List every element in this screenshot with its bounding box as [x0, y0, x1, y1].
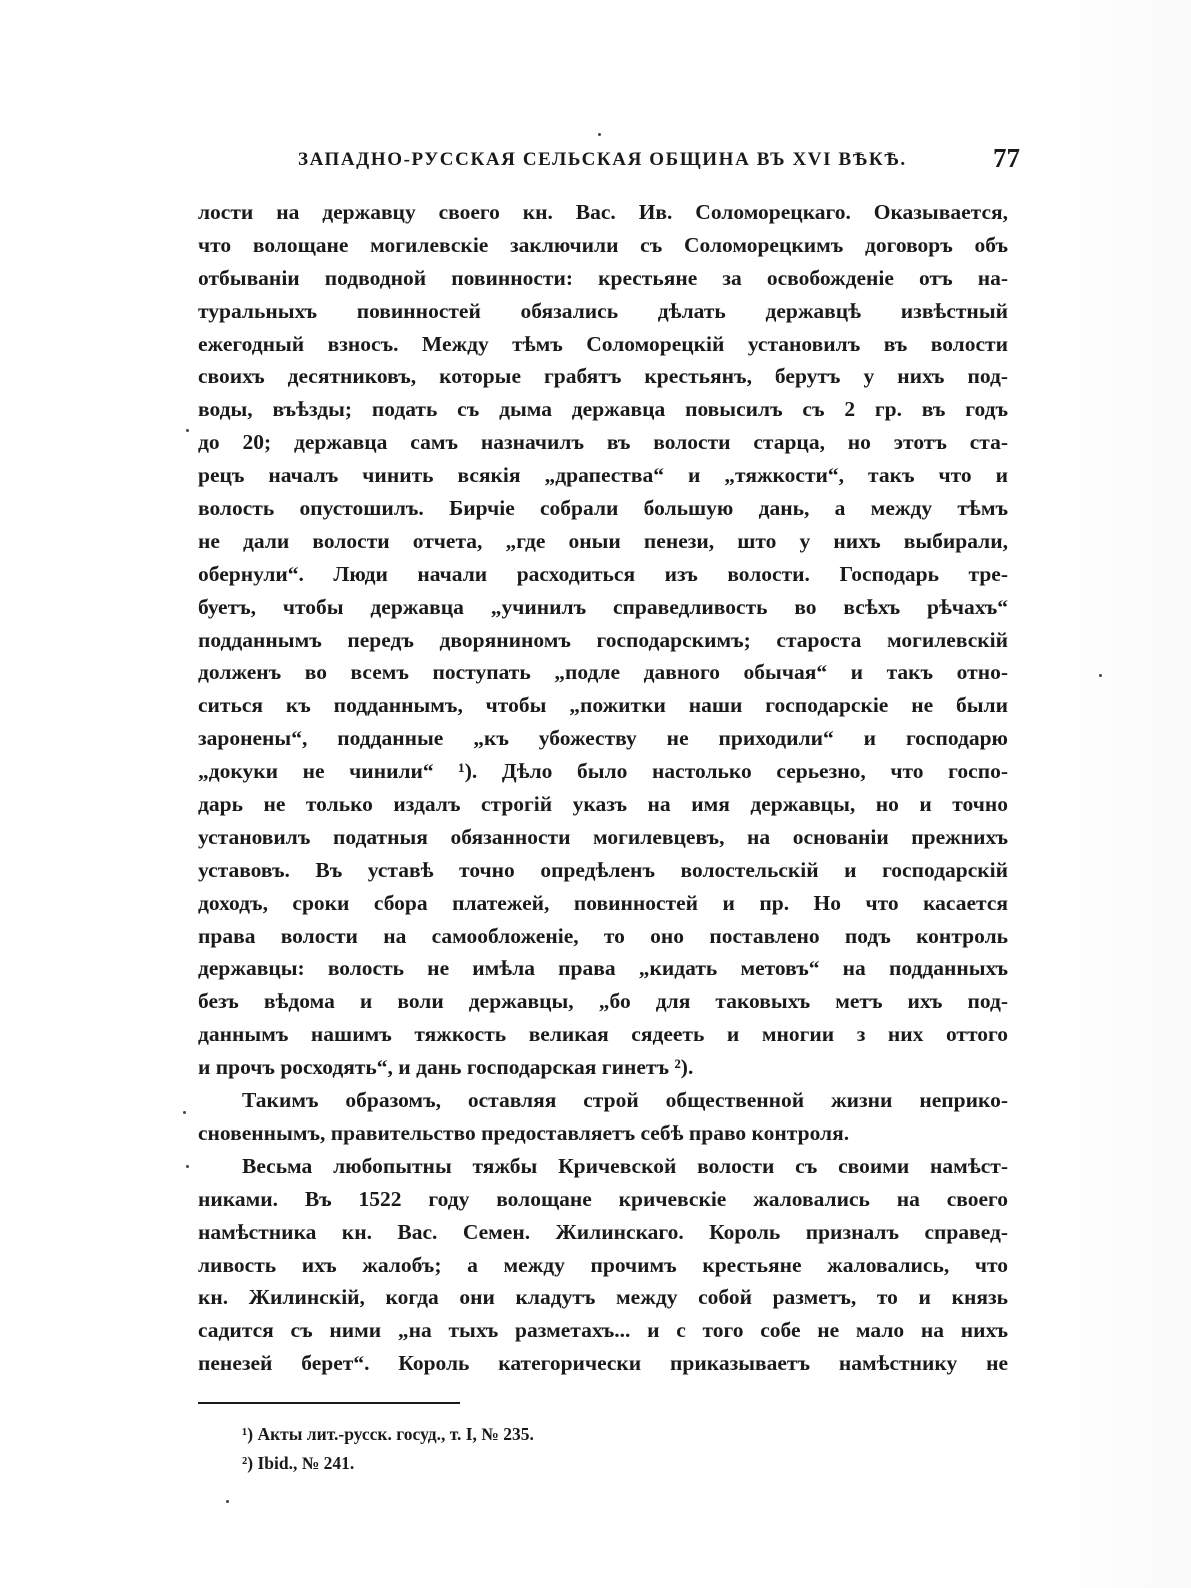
print-speck — [186, 429, 189, 432]
footnote-divider — [198, 1402, 460, 1404]
text-line: отбываніи подводной повинности: крестьяне за освобожденіе отъ на- — [198, 265, 1008, 290]
text-line: садится съ ними „на тыхъ разметахъ... и с того собе не мало на нихъ — [198, 1318, 1008, 1343]
text-line: лости на державцу своего кн. Вас. Ив. Соломорецкаго. Оказывается, — [198, 200, 1008, 224]
text-line: кн. Жилинскій, когда они кладутъ между собой разметъ, то и князь — [198, 1285, 1008, 1310]
text-line: доходъ, сроки сбора платежей, повинностей и пр. Но что касается — [198, 890, 1008, 915]
text-line: „докуки не чинили“ ¹). Дѣло было настолько серьезно, что госпо- — [198, 759, 1008, 784]
text-line: и прочъ росходять“, и дань господарская гинетъ ²). — [198, 1055, 694, 1080]
text-line: своихъ десятниковъ, которые грабятъ крестьянъ, берутъ у нихъ под- — [198, 364, 1008, 389]
text-line: Такимъ образомъ, оставляя строй общественной жизни неприко- — [242, 1088, 1008, 1113]
text-line: туральныхъ повинностей обязались дѣлать державцѣ извѣстный — [198, 298, 1008, 323]
page-edge-shade — [1041, 0, 1191, 1588]
text-line: пенезей берет“. Король категорически приказываетъ намѣстнику не — [198, 1351, 1008, 1376]
text-line: волость опустошилъ. Бирчіе собрали большую дань, а между тѣмъ — [198, 496, 1008, 521]
print-speck — [598, 133, 601, 136]
text-line: подданнымъ передъ дворяниномъ господарскимъ; староста могилевскій — [198, 627, 1008, 652]
print-speck — [186, 1165, 189, 1168]
text-line: дарь не только издалъ строгій указъ на имя державцы, но и точно — [198, 792, 1008, 817]
text-line: что волощане могилевскіе заключили съ Соломорецкимъ договоръ объ — [198, 232, 1008, 257]
text-line: установилъ податныя обязанности могилевцевъ, на основаніи прежнихъ — [198, 824, 1008, 849]
text-line: никами. Въ 1522 году волощане кричевскіе жаловались на своего — [198, 1186, 1008, 1211]
text-line: обернули“. Люди начали расходиться изъ волости. Господарь тре- — [198, 561, 1008, 586]
text-line: не дали волости отчета, „где оныи пенези, што у нихъ выбирали, — [198, 528, 1008, 553]
main-text — [198, 196, 1008, 1380]
text-line: заронены“, подданные „къ убожеству не приходили“ и господарю — [198, 726, 1008, 751]
running-title: ЗАПАДНО-РУССКАЯ СЕЛЬСКАЯ ОБЩИНА ВЪ XVI ВѢКѢ. — [298, 149, 907, 170]
text-line: ежегодный взносъ. Между тѣмъ Соломорецкій установилъ въ волости — [198, 331, 1008, 356]
text-line: даннымъ нашимъ тяжкость великая сядееть и многии з них оттого — [198, 1022, 1008, 1047]
text-line: уставовъ. Въ уставѣ точно опредѣленъ волостельскій и господарскій — [198, 857, 1008, 882]
text-line: державцы: волость не имѣла права „кидать метовъ“ на подданныхъ — [198, 956, 1008, 981]
page-number: 77 — [993, 143, 1020, 173]
footnotes — [242, 1420, 842, 1478]
print-speck — [183, 1111, 186, 1114]
text-line: Весьма любопытны тяжбы Кричевской волости съ своими намѣст- — [242, 1153, 1008, 1178]
text-line: безъ вѣдома и воли державцы, „бо для таковыхъ метъ ихъ под- — [198, 989, 1008, 1014]
page-header — [284, 143, 1024, 183]
text-line: ситься къ подданнымъ, чтобы „пожитки наши господарскіе не были — [198, 693, 1008, 718]
footnote: ²) Ibid., № 241. — [242, 1453, 355, 1473]
footnote: ¹) Акты лит.-русск. госуд., т. I, № 235. — [242, 1424, 534, 1444]
text-line: ливость ихъ жалобъ; а между прочимъ крестьяне жаловались, что — [198, 1252, 1008, 1277]
text-line: сновеннымъ, правительство предоставляетъ себѣ право контроля. — [198, 1120, 850, 1145]
print-speck — [1099, 674, 1102, 677]
text-line: до 20; державца самъ назначилъ въ волости старца, но этотъ ста- — [198, 430, 1008, 455]
text-line: права волости на самообложеніе, то оно поставлено подъ контроль — [198, 923, 1008, 948]
text-line: долженъ во всемъ поступать „подле давного обычая“ и такъ отно- — [198, 660, 1008, 685]
text-line: буетъ, чтобы державца „учинилъ справедливость во всѣхъ рѣчахъ“ — [198, 594, 1008, 619]
text-line: воды, въѣзды; подать съ дыма державца повысилъ съ 2 гр. въ годъ — [198, 397, 1008, 422]
print-speck — [226, 1500, 229, 1503]
text-line: намѣстника кн. Вас. Семен. Жилинскаго. Король призналъ справед- — [198, 1219, 1008, 1244]
text-line: рецъ началъ чинить всякія „драпества“ и „тяжкости“, такъ что и — [198, 463, 1008, 488]
